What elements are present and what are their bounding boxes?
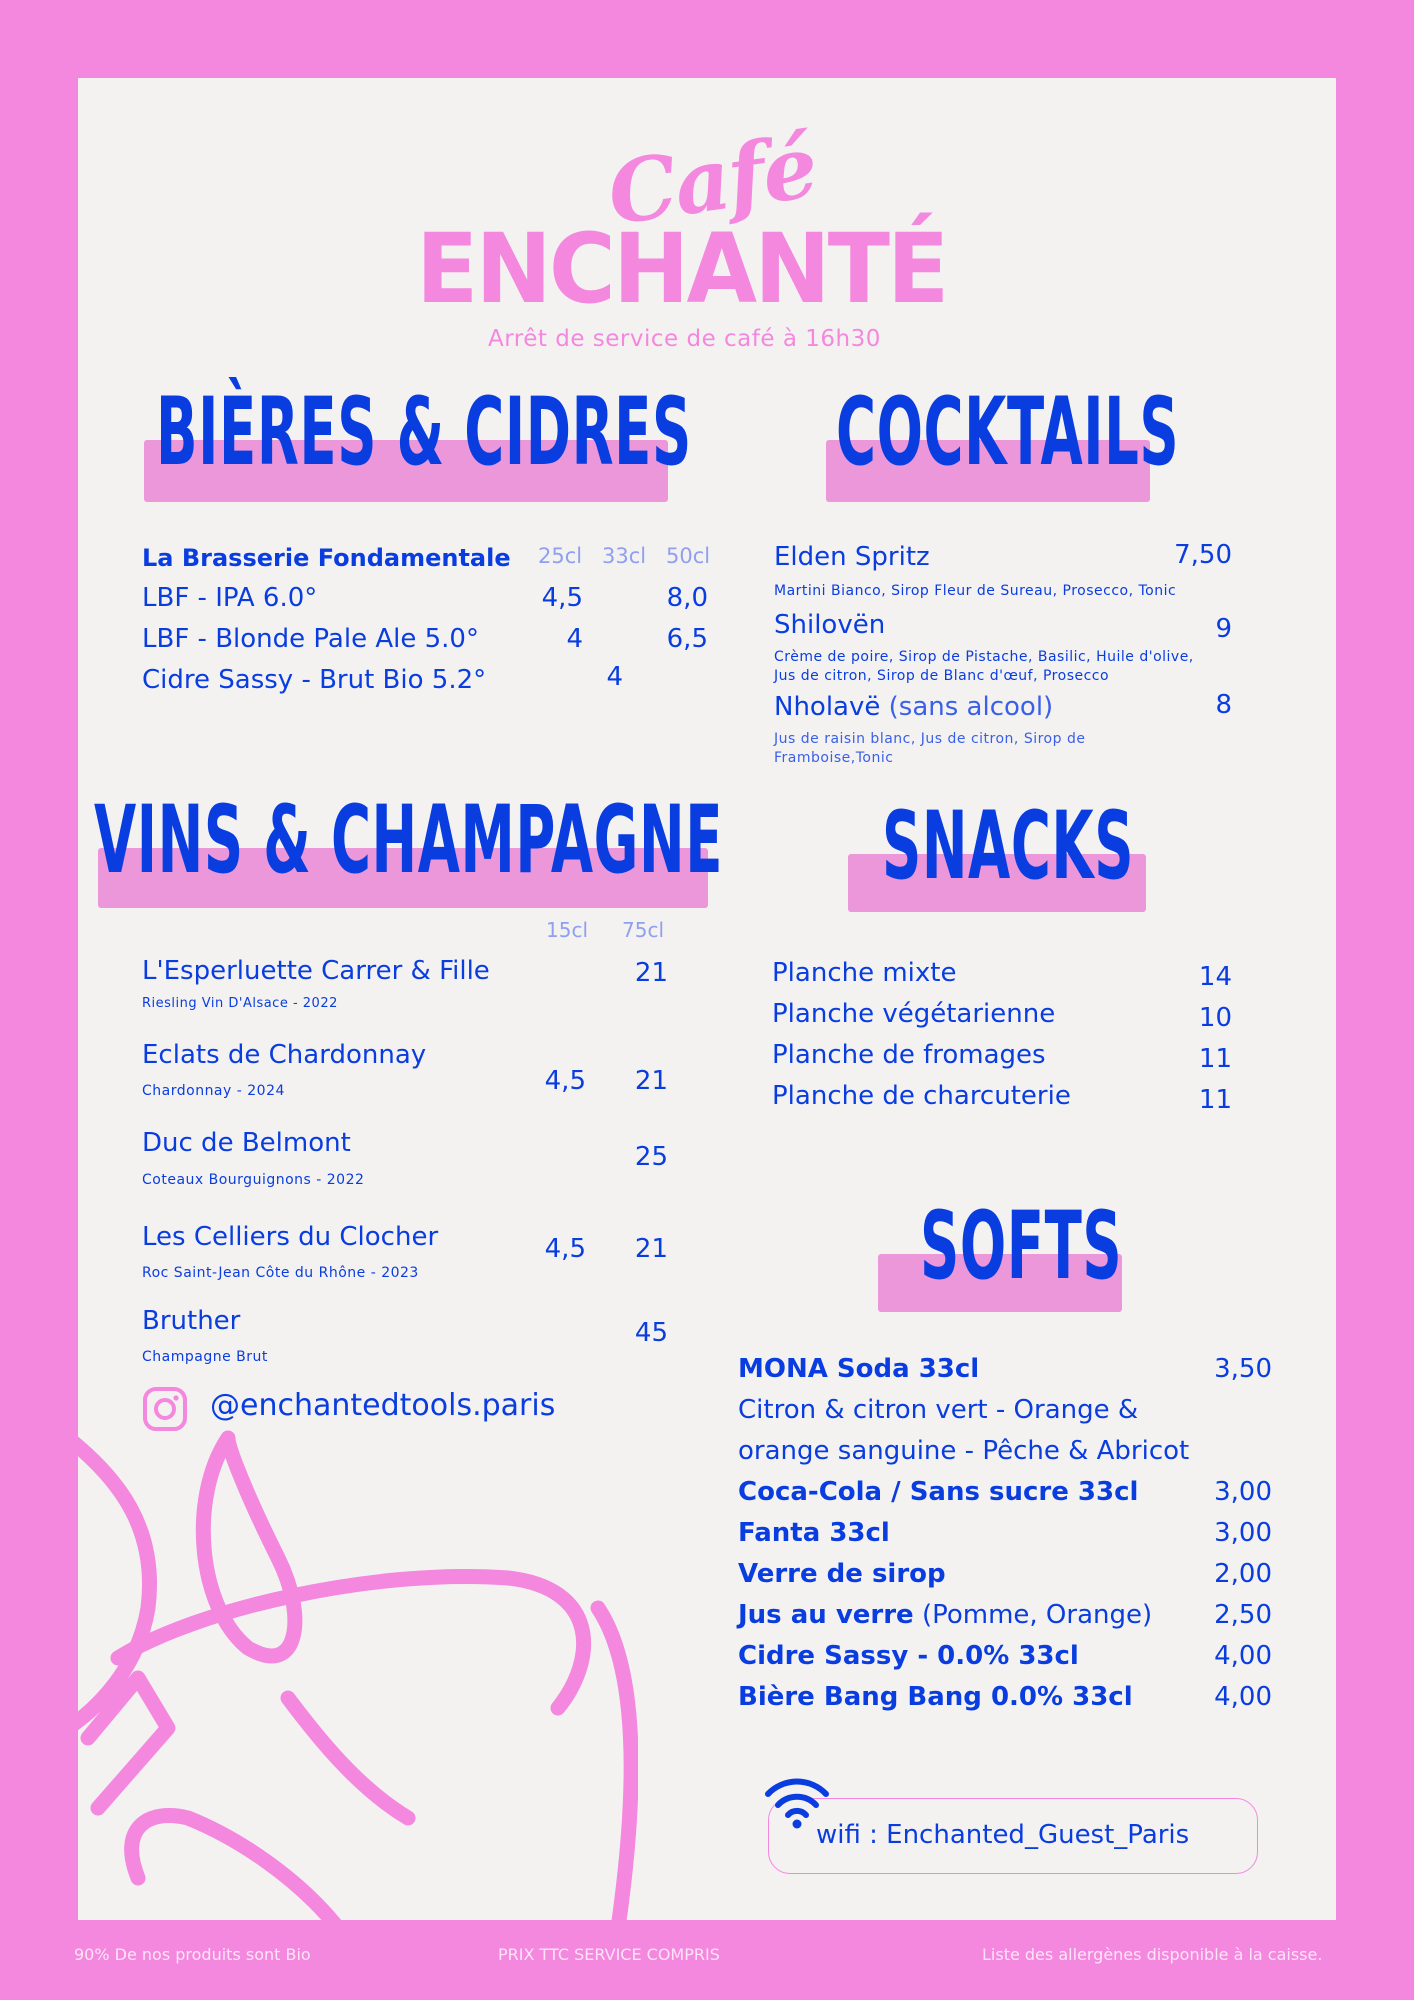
snack-name: Planche de fromages — [772, 1040, 1046, 1070]
soft-price: 3,00 — [1214, 1477, 1272, 1507]
soft-price: 3,00 — [1214, 1518, 1272, 1548]
size-25cl: 25cl — [538, 544, 583, 568]
size-15cl: 15cl — [546, 918, 589, 942]
cup-illustration — [78, 1408, 638, 1920]
wine-price-75: 21 — [634, 958, 668, 988]
snack-name: Planche mixte — [772, 958, 957, 988]
cocktail-name: Elden Spritz — [774, 542, 930, 572]
wine-price-15: 4,5 — [544, 1234, 586, 1264]
soft-price: 4,00 — [1214, 1682, 1272, 1712]
softs-heading: SOFTS — [920, 1192, 1123, 1301]
instagram-icon[interactable] — [142, 1386, 188, 1432]
soft-flavors: Citron & citron vert - Orange & — [738, 1395, 1139, 1425]
soft-flavors: orange sanguine - Pêche & Abricot — [738, 1436, 1190, 1466]
size-75cl: 75cl — [622, 918, 665, 942]
beers-heading: BIÈRES & CIDRES — [156, 378, 692, 487]
wine-name: L'Esperluette Carrer & Fille — [142, 956, 490, 986]
wine-price-75: 25 — [634, 1142, 668, 1172]
wine-price-75: 21 — [634, 1234, 668, 1264]
soft-name: Verre de sirop — [738, 1559, 946, 1589]
soft-name: Bière Bang Bang 0.0% 33cl — [738, 1682, 1133, 1712]
size-50cl: 50cl — [666, 544, 711, 568]
beer-item-price-50: 6,5 — [666, 624, 708, 654]
soft-extra: (Pomme, Orange) — [921, 1600, 1153, 1630]
beer-item-name: Cidre Sassy - Brut Bio 5.2° — [142, 665, 487, 695]
footer-allergens-note: Liste des allergènes disponible à la caisse. — [982, 1945, 1323, 1964]
wine-description: Champagne Brut — [142, 1349, 268, 1365]
snack-name: Planche de charcuterie — [772, 1081, 1071, 1111]
wine-name: Bruther — [142, 1306, 241, 1336]
wine-description: Riesling Vin D'Alsace - 2022 — [142, 996, 338, 1011]
soft-price: 2,50 — [1214, 1600, 1272, 1630]
soft-name: Coca-Cola / Sans sucre 33cl — [738, 1477, 1139, 1507]
footer-price-note: PRIX TTC SERVICE COMPRIS — [498, 1945, 720, 1964]
snack-price: 14 — [1198, 962, 1232, 992]
cocktail-note: (sans alcool) — [888, 692, 1054, 722]
cocktail-price: 8 — [1215, 690, 1232, 720]
footer-bio-note: 90% De nos produits sont Bio — [74, 1945, 311, 1964]
size-33cl: 33cl — [602, 544, 647, 568]
soft-name: Jus au verre — [738, 1600, 914, 1630]
soft-price: 2,00 — [1214, 1559, 1272, 1589]
wine-price-15: 4,5 — [544, 1066, 586, 1096]
beer-item-price-33: 4 — [606, 662, 623, 692]
beer-item-name: LBF - IPA 6.0° — [142, 583, 318, 613]
cocktails-heading: COCKTAILS — [836, 378, 1180, 487]
cocktail-description: Martini Bianco, Sirop Fleur de Sureau, Prosecco, Tonic — [774, 583, 1177, 599]
soft-name: Fanta 33cl — [738, 1518, 890, 1548]
wine-name: Les Celliers du Clocher — [142, 1222, 439, 1252]
snack-price: 11 — [1198, 1085, 1232, 1115]
wine-price-75: 21 — [634, 1066, 668, 1096]
snacks-heading: SNACKS — [882, 792, 1135, 901]
service-notice: Arrêt de service de café à 16h30 — [488, 326, 881, 352]
snack-price: 10 — [1198, 1003, 1232, 1033]
wifi-label: wifi : Enchanted_Guest_Paris — [816, 1820, 1190, 1850]
beer-item-price-25: 4,5 — [541, 583, 583, 613]
cocktail-description: Crème de poire, Sirop de Pistache, Basilic, Huile d'olive, Jus de citron, Sirop de Blanc d'œuf, Prosecco — [774, 649, 1194, 684]
wine-description: Roc Saint-Jean Côte du Rhône - 2023 — [142, 1265, 419, 1281]
script-title: Café — [601, 116, 822, 245]
cocktail-name: Nholavë — [774, 692, 881, 722]
snack-name: Planche végétarienne — [772, 999, 1056, 1029]
wine-name: Duc de Belmont — [142, 1128, 351, 1158]
snack-price: 11 — [1198, 1044, 1232, 1074]
wine-price-75: 45 — [634, 1318, 668, 1348]
menu-paper — [78, 78, 1336, 1920]
brewery-name: La Brasserie Fondamentale — [142, 544, 511, 572]
wine-description: Chardonnay - 2024 — [142, 1083, 285, 1099]
instagram-handle[interactable]: @enchantedtools.paris — [210, 1388, 556, 1423]
beer-item-price-25: 4 — [566, 624, 583, 654]
wine-description: Coteaux Bourguignons - 2022 — [142, 1172, 365, 1188]
wine-name: Eclats de Chardonnay — [142, 1040, 427, 1070]
page-title: ENCHANTÉ — [416, 213, 947, 325]
soft-name: MONA Soda 33cl — [738, 1354, 980, 1384]
cocktail-price: 7,50 — [1174, 540, 1232, 570]
beer-item-name: LBF - Blonde Pale Ale 5.0° — [142, 624, 479, 654]
cocktail-name: Shilovën — [774, 610, 886, 640]
soft-name: Cidre Sassy - 0.0% 33cl — [738, 1641, 1079, 1671]
cocktail-price: 9 — [1215, 614, 1232, 644]
soft-price: 3,50 — [1214, 1354, 1272, 1384]
wines-heading: VINS & CHAMPAGNE — [94, 786, 724, 895]
soft-price: 4,00 — [1214, 1641, 1272, 1671]
beer-item-price-50: 8,0 — [666, 583, 708, 613]
cocktail-description: Jus de raisin blanc, Jus de citron, Sirop de Framboise,Tonic — [774, 731, 1086, 766]
